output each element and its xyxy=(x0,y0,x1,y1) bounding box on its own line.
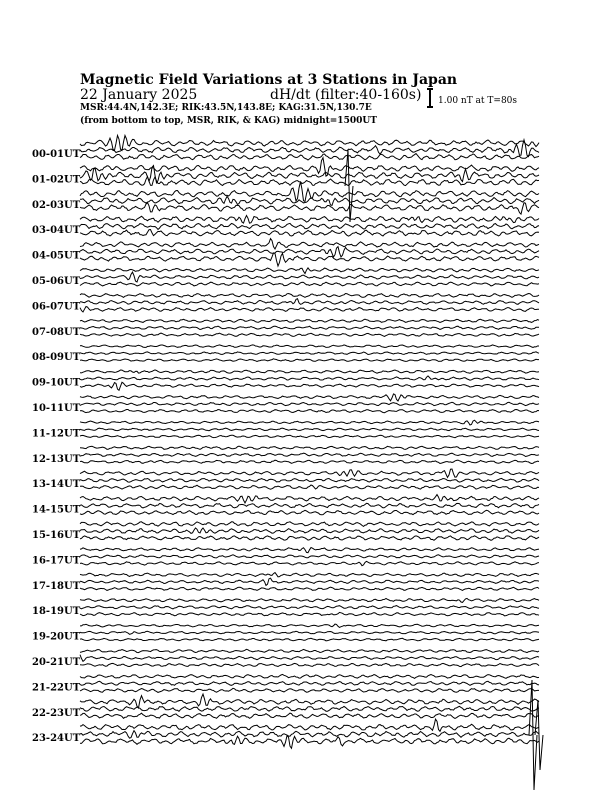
trace-kag xyxy=(80,624,539,627)
trace-kag xyxy=(80,394,539,401)
chart-title: Magnetic Field Variations at 3 Stations in Japan xyxy=(80,72,458,88)
trace-kag xyxy=(80,446,539,449)
trace-msr xyxy=(80,410,539,413)
trace-msr xyxy=(80,587,539,590)
trace-kag xyxy=(80,649,539,652)
trace-kag xyxy=(80,370,539,373)
trace-rik xyxy=(80,631,539,634)
trace-msr xyxy=(80,154,539,160)
trace-rik xyxy=(80,706,539,711)
scale-label: 1.00 nT at T=80s xyxy=(438,96,518,106)
trace-msr xyxy=(80,307,539,313)
trace-kag xyxy=(80,239,539,249)
hour-label: 05-06UT xyxy=(32,276,81,287)
hour-label: 03-04UT xyxy=(32,225,81,237)
trace-msr xyxy=(80,230,539,237)
trace-kag xyxy=(80,216,539,224)
hour-label: 10-11UT xyxy=(32,403,81,414)
chart-parameter: dH/dt (filter:40-160s) xyxy=(270,87,422,103)
trace-kag xyxy=(80,548,539,553)
trace-msr xyxy=(80,359,539,362)
trace-kag xyxy=(80,319,539,322)
trace-rik xyxy=(80,731,539,739)
trace-kag xyxy=(80,598,539,602)
trace-msr xyxy=(80,253,539,266)
trace-excursion xyxy=(535,700,543,770)
trace-msr xyxy=(80,203,539,214)
hour-label: 02-03UT xyxy=(32,199,81,211)
hour-label: 06-07UT xyxy=(32,301,81,313)
trace-kag xyxy=(80,135,539,150)
trace-msr xyxy=(80,382,539,390)
trace-kag xyxy=(80,522,539,527)
trace-rik xyxy=(80,376,539,380)
trace-kag xyxy=(80,719,539,731)
trace-msr xyxy=(80,612,539,615)
trace-rik xyxy=(80,402,539,405)
hour-label: 07-08UT xyxy=(32,326,81,338)
trace-rik xyxy=(80,223,539,229)
trace-msr xyxy=(80,485,539,489)
trace-msr xyxy=(80,536,539,541)
trace-rik xyxy=(80,326,539,329)
trace-msr xyxy=(80,333,539,336)
hour-label: 21-22UT xyxy=(32,682,81,694)
trace-rik xyxy=(80,428,539,431)
trace-msr xyxy=(80,688,539,692)
trace-msr xyxy=(80,282,539,286)
trace-rik xyxy=(80,503,539,508)
trace-msr xyxy=(80,638,539,641)
trace-rik xyxy=(80,681,539,685)
trace-msr xyxy=(80,510,539,514)
trace-kag xyxy=(80,345,539,348)
hour-label: 16-17UT xyxy=(32,555,81,567)
trace-kag xyxy=(80,268,539,274)
hour-label: 23-24UT xyxy=(32,733,81,745)
trace-rik xyxy=(80,166,539,183)
hour-label: 13-14UT xyxy=(32,479,81,491)
hour-label: 12-13UT xyxy=(32,453,81,465)
trace-rik xyxy=(80,655,539,662)
trace-msr xyxy=(80,663,539,666)
trace-msr xyxy=(80,460,539,463)
trace-msr xyxy=(80,435,539,438)
trace-kag xyxy=(80,158,539,176)
station-coordinates: MSR:44.4N,142.3E; RIK:43.5N,143.8E; KAG:31.5N,130.7E xyxy=(80,103,372,113)
station-order-note: (from bottom to top, MSR, RIK, & KAG) midnight=1500UT xyxy=(80,116,377,126)
trace-msr xyxy=(80,736,539,749)
trace-rik xyxy=(80,196,539,205)
trace-rik xyxy=(80,578,539,585)
hour-label: 19-20UT xyxy=(32,631,81,643)
trace-msr xyxy=(80,713,539,718)
trace-rik xyxy=(80,453,539,456)
trace-rik xyxy=(80,606,539,609)
trace-rik xyxy=(80,528,539,533)
hour-label: 00-01UT xyxy=(32,149,81,160)
trace-kag xyxy=(80,694,539,708)
trace-rik xyxy=(80,272,539,282)
hour-label: 15-16UT xyxy=(32,530,81,541)
hour-label: 20-21UT xyxy=(32,657,81,668)
trace-kag xyxy=(80,294,539,298)
trace-msr xyxy=(80,561,539,565)
trace-rik xyxy=(80,299,539,305)
hour-label: 17-18UT xyxy=(32,580,81,592)
trace-kag xyxy=(80,495,539,503)
hour-label: 11-12UT xyxy=(32,428,81,440)
hour-label: 09-10UT xyxy=(32,377,81,389)
hour-label: 18-19UT xyxy=(32,606,81,618)
trace-kag xyxy=(80,674,539,678)
trace-rik xyxy=(80,478,539,482)
trace-rik xyxy=(80,352,539,355)
trace-rik xyxy=(80,555,539,558)
hour-label: 08-09UT xyxy=(32,352,81,364)
hour-label: 14-15UT xyxy=(32,504,81,516)
trace-kag xyxy=(80,420,539,425)
chart-date: 22 January 2025 xyxy=(80,87,198,103)
trace-rik xyxy=(80,247,539,257)
trace-kag xyxy=(80,469,539,477)
trace-kag xyxy=(80,573,539,577)
hour-label: 04-05UT xyxy=(32,250,81,262)
hour-label: 01-02UT xyxy=(32,174,81,186)
hour-label: 22-23UT xyxy=(32,707,81,719)
